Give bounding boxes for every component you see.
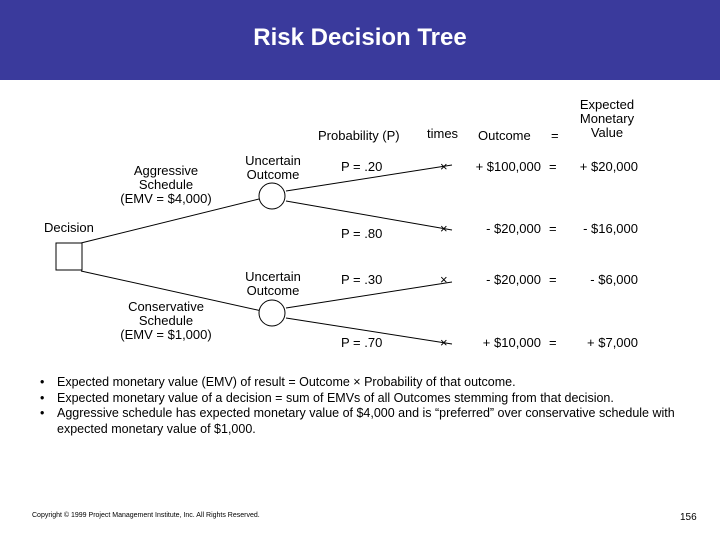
row-2-probability: P = .80 xyxy=(341,226,383,241)
row-1-times: × xyxy=(440,159,448,174)
row-1-outcome: + $100,000 xyxy=(475,159,541,174)
row-3-times: × xyxy=(440,272,448,287)
row-3-emv: - $6,000 xyxy=(590,272,638,287)
bullet-item: • Aggressive schedule has expected monetary value of $4,000 and is “preferred” over conservative schedule with expected monetary value of $1,000. xyxy=(40,406,700,437)
row-3-equals: = xyxy=(549,272,557,287)
aggressive-schedule-label: Aggressive Schedule (EMV = $4,000) xyxy=(120,163,212,206)
copyright-notice: Copyright © 1999 Project Management Institute, Inc. All Rights Reserved. xyxy=(32,512,260,519)
conservative-schedule-label: Conservative Schedule (EMV = $1,000) xyxy=(120,299,212,342)
row-3-outcome: - $20,000 xyxy=(486,272,541,287)
header-outcome: Outcome xyxy=(478,128,531,143)
row-4-emv: + $7,000 xyxy=(587,335,638,350)
chance-node-aggressive xyxy=(259,183,285,209)
bullet-list xyxy=(40,375,700,437)
row-2-times: × xyxy=(440,221,448,236)
row-1-equals: = xyxy=(549,159,557,174)
row-3-probability: P = .30 xyxy=(341,272,383,287)
row-2-emv: - $16,000 xyxy=(583,221,638,236)
page-number: 156 xyxy=(680,512,697,523)
aggressive-uncertain-outcome-label: Uncertain Outcome xyxy=(245,153,301,182)
header-times: times xyxy=(427,126,459,141)
conservative-uncertain-outcome-label: Uncertain Outcome xyxy=(245,269,301,298)
row-1-probability: P = .20 xyxy=(341,159,383,174)
slide-title: Risk Decision Tree xyxy=(253,24,467,51)
row-1-emv: + $20,000 xyxy=(579,159,638,174)
row-2-equals: = xyxy=(549,221,557,236)
bullet-item: • Expected monetary value of a decision = sum of EMVs of all Outcomes stemming from that decision. xyxy=(40,391,700,407)
row-4-times: × xyxy=(440,335,448,350)
row-4-outcome: + $10,000 xyxy=(482,335,541,350)
bullet-item: • Expected monetary value (EMV) of result = Outcome × Probability of that outcome. xyxy=(40,375,700,391)
decision-label: Decision xyxy=(44,220,94,235)
header-expected-monetary-value: Expected Monetary Value xyxy=(579,97,635,140)
row-4-equals: = xyxy=(549,335,557,350)
header-equals: = xyxy=(551,128,559,143)
chance-node-conservative xyxy=(259,300,285,326)
header-probability: Probability (P) xyxy=(318,128,400,143)
decision-node xyxy=(56,243,82,270)
row-4-probability: P = .70 xyxy=(341,335,383,350)
row-2-outcome: - $20,000 xyxy=(486,221,541,236)
